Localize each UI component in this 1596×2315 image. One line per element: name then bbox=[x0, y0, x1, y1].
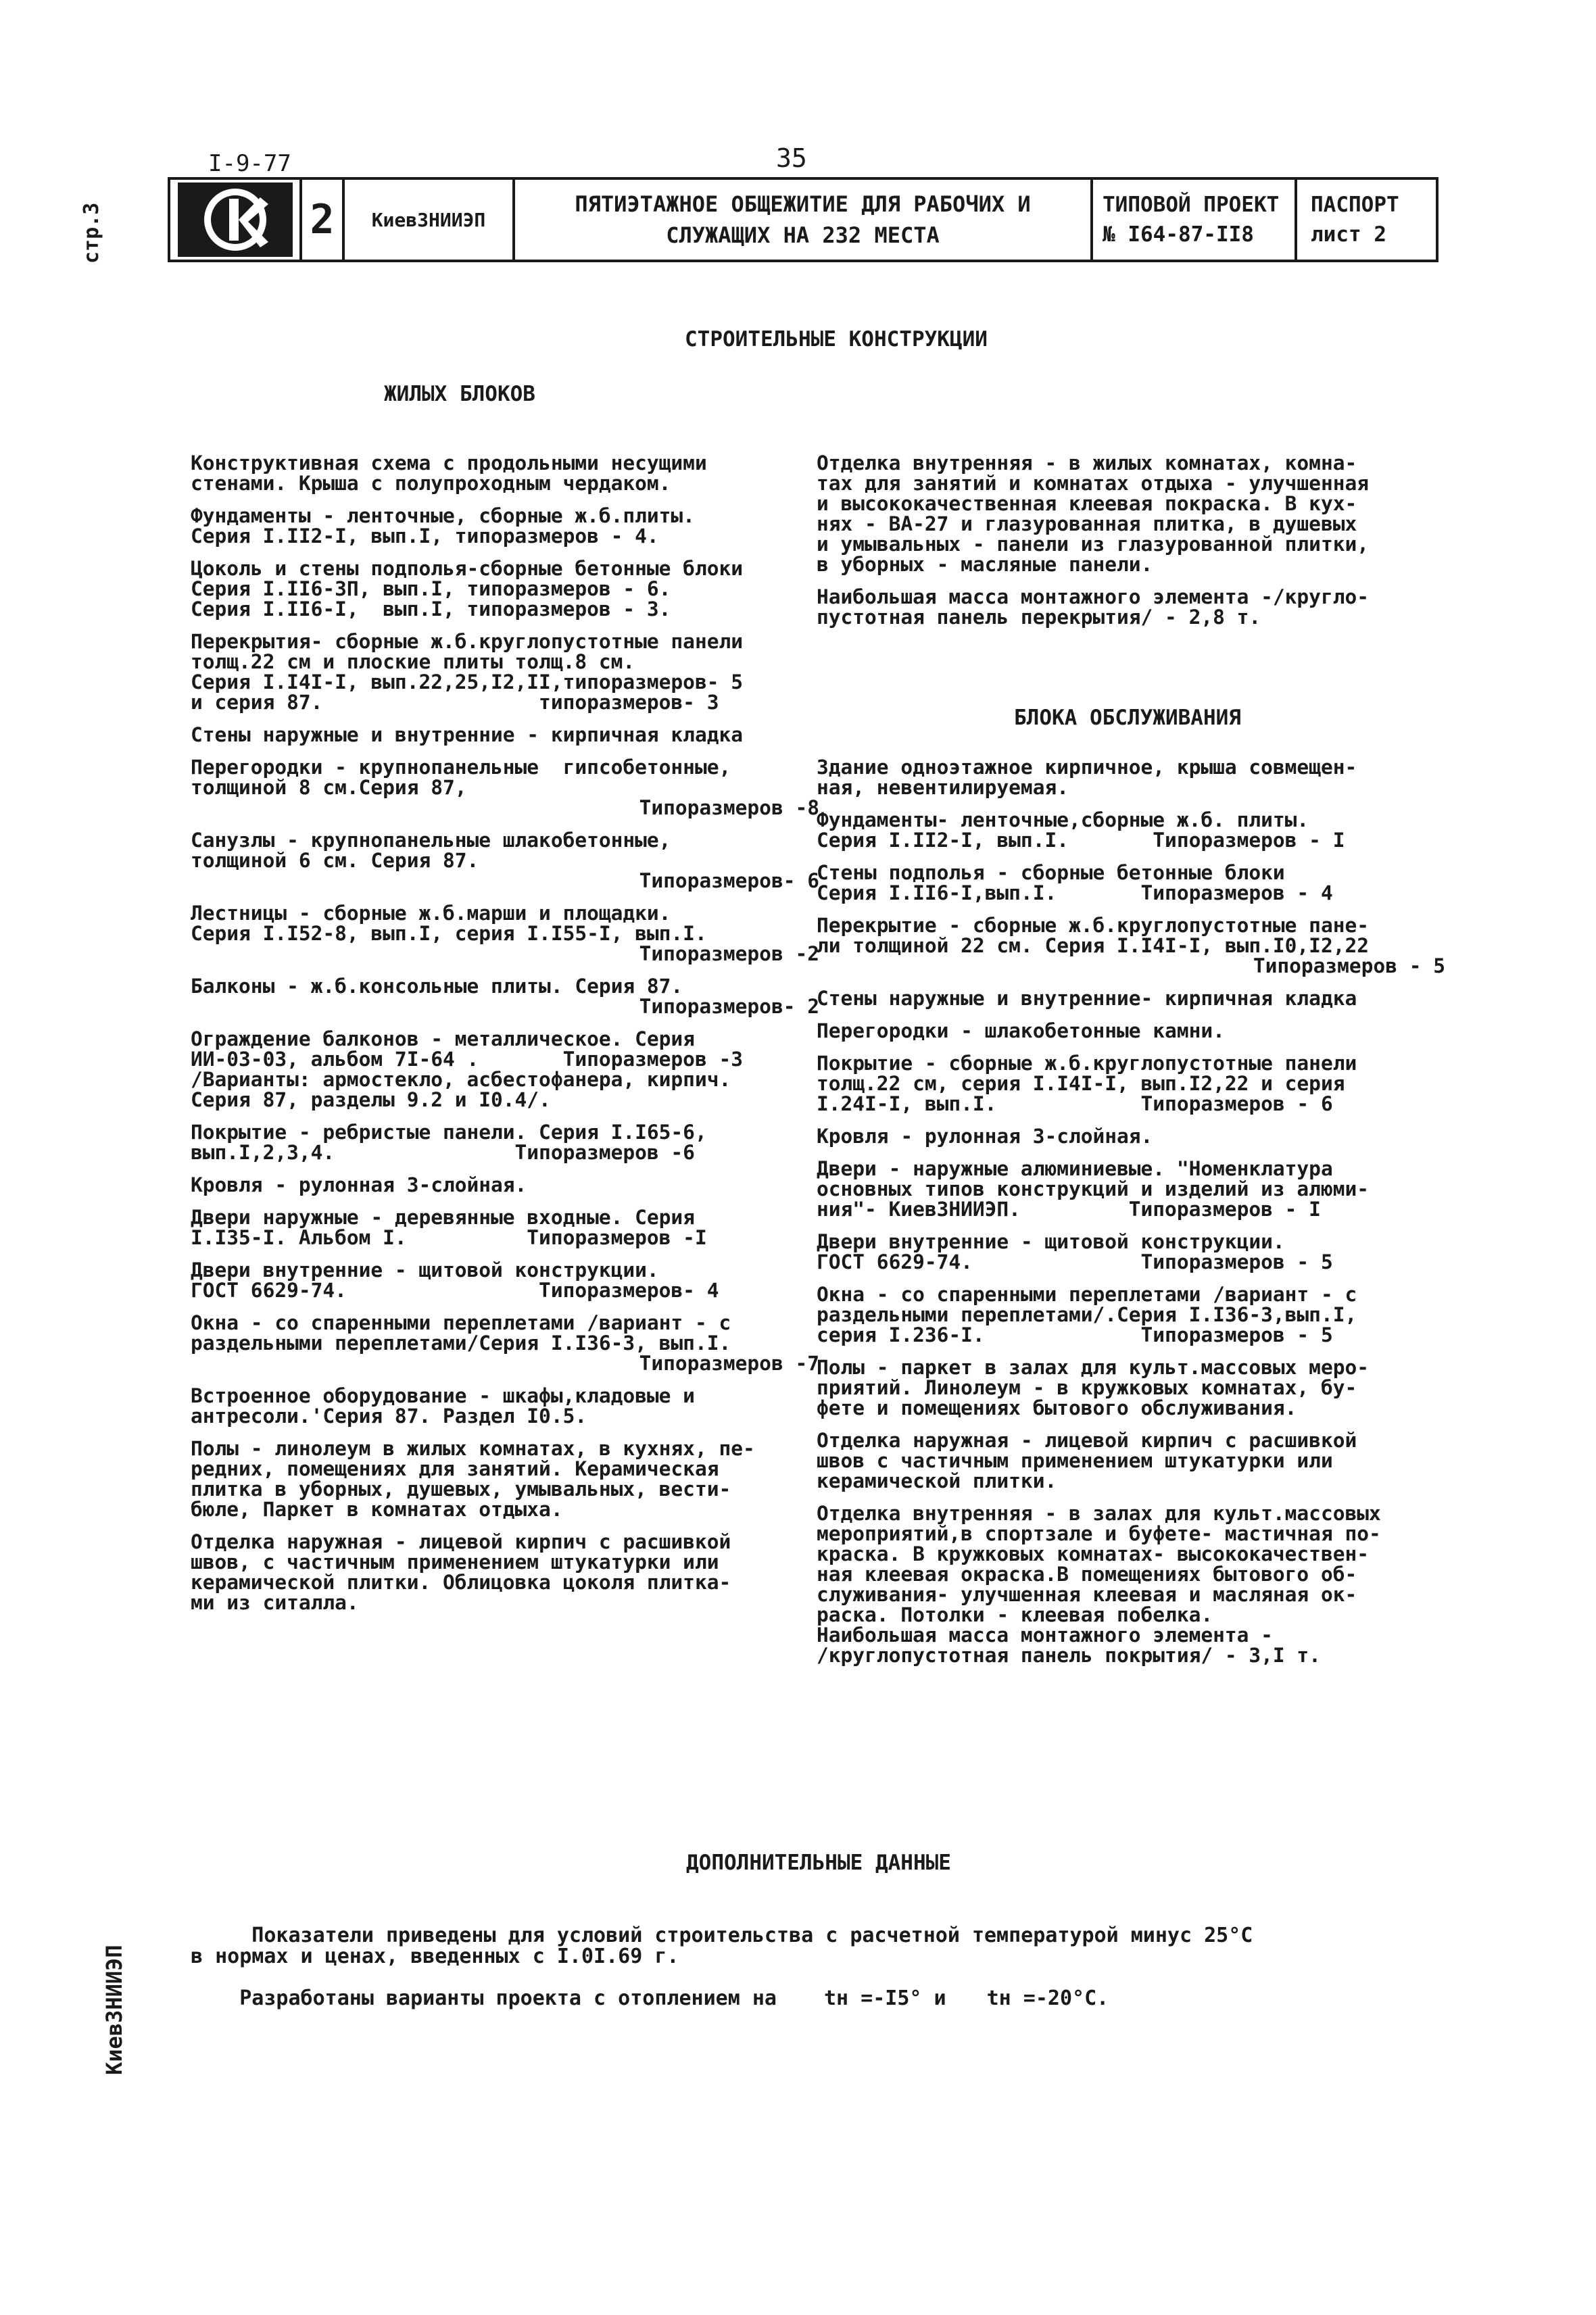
paragraph-line: Серия I.II2-I, вып.I. Типоразмеров - I bbox=[817, 829, 1345, 852]
paragraph bbox=[191, 1260, 819, 1300]
paragraph bbox=[817, 1232, 1445, 1272]
paragraph-line: мероприятий,в спортзале и буфете- мастичная по- bbox=[817, 1522, 1381, 1545]
paragraph-line: Серия I.I4I-I, вып.22,25,I2,II,типоразмеров- 5 bbox=[191, 671, 743, 693]
paragraph-line: и серия 87. типоразмеров- 3 bbox=[191, 691, 719, 714]
type-size-count: Типоразмеров -7 bbox=[639, 1352, 819, 1375]
paragraph bbox=[191, 757, 819, 818]
paragraph-line: основных типов конструкций и изделий из алюми- bbox=[817, 1177, 1369, 1200]
paragraph-line: /Варианты: армостекло, асбестофанера, кирпич. bbox=[191, 1068, 731, 1091]
paragraph-line: и высококачественная клеевая покраска. В кух- bbox=[817, 492, 1357, 515]
additional-data bbox=[191, 1925, 1448, 2030]
paragraph-line: Ограждение балконов - металлическое. Серия bbox=[191, 1027, 695, 1050]
additional-line-1: Показатели приведены для условий строительства с расчетной температурой минус 25°С bbox=[191, 1924, 1253, 1947]
paragraph-line: Стены наружные и внутренние- кирпичная кладка bbox=[817, 987, 1357, 1010]
paragraph-line: /круглопустотная панель покрытия/ - 3,I т. bbox=[817, 1644, 1321, 1667]
paragraph-line: раздельными переплетами/.Серия I.I36-3,вып.I, bbox=[817, 1303, 1357, 1326]
project-title-line-1: ПЯТИЭТАЖНОЕ ОБЩЕЖИТИЕ ДЛЯ РАБОЧИХ И bbox=[575, 191, 1031, 217]
paragraph-line: Серия I.II2-I, вып.I, типоразмеров - 4. bbox=[191, 525, 659, 547]
paragraph bbox=[191, 830, 819, 891]
margin-organization-label: КиевЗНИИЭП bbox=[101, 1945, 127, 2075]
paragraph bbox=[191, 506, 819, 546]
paragraph-line: антресоли.'Серия 87. Раздел I0.5. bbox=[191, 1405, 587, 1428]
paragraph-line: Перегородки - шлакобетонные камни. bbox=[817, 1019, 1225, 1042]
paragraph-line: толщиной 6 см. Серия 87. bbox=[191, 849, 479, 872]
paragraph-line: приятий. Линолеум - в кружковых комнатах, бу- bbox=[817, 1376, 1357, 1399]
paragraph bbox=[817, 915, 1445, 976]
paragraph-line: Окна - со спаренными переплетами /вариант - с bbox=[191, 1311, 731, 1334]
paragraph bbox=[191, 1313, 819, 1373]
paragraph-line: вып.I,2,3,4. Типоразмеров -6 bbox=[191, 1141, 695, 1164]
paragraph bbox=[191, 631, 819, 712]
additional-line-2: в нормах и ценах, введенных с I.0I.69 г. bbox=[191, 1945, 679, 1968]
paragraph-line: раска. Потолки - клеевая побелка. bbox=[817, 1603, 1213, 1626]
paragraph bbox=[817, 862, 1445, 903]
paragraph-line: Здание одноэтажное кирпичное, крыша совмещен- bbox=[817, 756, 1357, 779]
project-label: ТИПОВОЙ ПРОЕКТ bbox=[1103, 193, 1280, 217]
paragraph bbox=[817, 1503, 1445, 1665]
paragraph-line: служивания- улучшенная клеевая и масляная ок- bbox=[817, 1583, 1357, 1606]
paragraph bbox=[191, 1029, 819, 1110]
paragraph-line: нях - ВА-27 и глазурованная плитка, в душевых bbox=[817, 512, 1357, 535]
paragraph-line: керамической плитки. bbox=[817, 1469, 1057, 1492]
paragraph-line: толщ.22 см и плоские плиты толщ.8 см. bbox=[191, 650, 635, 673]
paragraph-line: толщиной 8 см.Серия 87, bbox=[191, 776, 467, 799]
paragraph-line: Двери внутренние - щитовой конструкции. bbox=[191, 1259, 659, 1282]
sheet-label: лист 2 bbox=[1311, 222, 1386, 247]
paragraph-line: Двери - наружные алюминиевые. "Номенклатура bbox=[817, 1157, 1333, 1180]
paragraph-line: Балконы - ж.б.консольные плиты. Серия 87. bbox=[191, 975, 683, 998]
paragraph-line: толщ.22 см, серия I.I4I-I, вып.I2,22 и серия bbox=[817, 1072, 1345, 1095]
paragraph-line: Лестницы - сборные ж.б.марши и площадки. bbox=[191, 902, 671, 925]
paragraph-line: Двери внутренние - щитовой конструкции. bbox=[817, 1230, 1285, 1253]
paragraph-line: Отделка внутренняя - в жилых комнатах, комна- bbox=[817, 452, 1357, 474]
paragraph-line: ная клеевая окраска.В помещениях бытового об- bbox=[817, 1563, 1357, 1586]
type-size-count: Типоразмеров -8 bbox=[639, 796, 819, 819]
paragraph-line: стенами. Крыша с полупроходным чердаком. bbox=[191, 472, 671, 495]
paragraph-line: Конструктивная схема с продольными несущими bbox=[191, 452, 707, 474]
paragraph-line: тах для занятий и комнатах отдыха - улучшенная bbox=[817, 472, 1369, 495]
paragraph-line: раздельными переплетами/Серия I.I36-3, вып.I. bbox=[191, 1332, 731, 1355]
paragraph-line: Серия I.II6-I, вып.I, типоразмеров - 3. bbox=[191, 598, 671, 620]
title-block bbox=[168, 177, 1438, 262]
temperature-2: tн =-20°С. bbox=[986, 1987, 1109, 2010]
margin-page-label: стр.3 bbox=[80, 202, 103, 264]
paragraph bbox=[191, 1207, 819, 1248]
paragraph-line: плитка в уборных, душевых, умывальных, вести- bbox=[191, 1478, 731, 1501]
paragraph-line: Покрытие - ребристые панели. Серия I.I65-6, bbox=[191, 1121, 707, 1144]
right-column-top bbox=[817, 453, 1445, 639]
right-column-service bbox=[817, 757, 1445, 1678]
paragraph-line: Окна - со спаренными переплетами /вариант - с bbox=[817, 1283, 1357, 1306]
additional-line-3 bbox=[191, 1967, 1448, 2030]
paragraph-line: Отделка наружная - лицевой кирпич с расшивкой bbox=[191, 1530, 731, 1553]
paragraph-line: Встроенное оборудование - шкафы,кладовые и bbox=[191, 1384, 695, 1407]
paragraph-line: Фундаменты - ленточные, сборные ж.б.плиты. bbox=[191, 504, 695, 527]
paragraph-line: I.I35-I. Альбом I. Типоразмеров -I bbox=[191, 1226, 707, 1249]
temperature-1: tн =-I5° и bbox=[823, 1987, 946, 2010]
passport-label: ПАСПОРТ bbox=[1311, 193, 1399, 217]
paragraph bbox=[817, 810, 1445, 850]
paragraph-line: Санузлы - крупнопанельные шлакобетонные, bbox=[191, 829, 671, 852]
paragraph-line: Серия I.II6-I,вып.I. Типоразмеров - 4 bbox=[817, 881, 1333, 904]
type-size-count: Типоразмеров- 6 bbox=[639, 869, 819, 892]
paragraph bbox=[191, 903, 819, 964]
paragraph-line: в уборных - масляные панели. bbox=[817, 553, 1153, 576]
paragraph bbox=[191, 725, 819, 745]
paragraph-line: ния"- КиевЗНИИЭП. Типоразмеров - I bbox=[817, 1198, 1321, 1221]
paragraph bbox=[191, 1175, 819, 1195]
project-number: № I64-87-II8 bbox=[1103, 222, 1254, 247]
paragraph-line: Стены наружные и внутренние - кирпичная кладка bbox=[191, 723, 743, 746]
paragraph-line: редних, помещениях для занятий. Керамическая bbox=[191, 1457, 719, 1480]
paragraph-line: I.24I-I, вып.I. Типоразмеров - 6 bbox=[817, 1092, 1333, 1115]
logo-cell bbox=[170, 180, 302, 260]
organization-logo-icon bbox=[178, 182, 293, 257]
heading-main: СТРОИТЕЛЬНЫЕ КОНСТРУКЦИИ bbox=[685, 327, 988, 351]
paragraph-line: ная, невентилируемая. bbox=[817, 776, 1069, 799]
heading-service: БЛОКА ОБСЛУЖИВАНИЯ bbox=[1014, 706, 1241, 730]
paragraph bbox=[191, 976, 819, 1017]
paragraph bbox=[191, 453, 819, 493]
paragraph-line: Перегородки - крупнопанельные гипсобетонные, bbox=[191, 756, 731, 779]
paragraph bbox=[191, 1532, 819, 1613]
left-column bbox=[191, 453, 819, 1625]
page-number: 35 bbox=[776, 143, 807, 173]
paragraph-line: Перекрытие - сборные ж.б.круглопустотные пане- bbox=[817, 914, 1369, 937]
paragraph-line: швов с частичным применением штукатурки или bbox=[817, 1449, 1333, 1472]
paragraph bbox=[191, 1386, 819, 1426]
type-size-count: Типоразмеров - 5 bbox=[1253, 954, 1445, 977]
paragraph-line: керамической плитки. Облицовка цоколя плитка- bbox=[191, 1571, 731, 1594]
type-size-count: Типоразмеров- 2 bbox=[639, 995, 819, 1018]
paragraph bbox=[191, 1438, 819, 1519]
project-title bbox=[515, 180, 1093, 260]
paragraph bbox=[817, 1284, 1445, 1345]
organization-name: КиевЗНИИЭП bbox=[345, 180, 515, 260]
paragraph-line: Двери наружные - деревянные входные. Серия bbox=[191, 1206, 695, 1229]
paragraph bbox=[817, 1430, 1445, 1491]
paragraph-line: и умывальных - панели из глазурованной плитки, bbox=[817, 533, 1369, 556]
paragraph bbox=[817, 1021, 1445, 1041]
paragraph-line: Перекрытия- сборные ж.б.круглопустотные панели bbox=[191, 630, 743, 653]
paragraph-line: Серия I.I52-8, вып.I, серия I.I55-I, вып.I. bbox=[191, 922, 707, 945]
paragraph bbox=[191, 558, 819, 619]
paragraph-line: серия I.236-I. Типоразмеров - 5 bbox=[817, 1323, 1333, 1346]
project-number-cell bbox=[1093, 180, 1297, 260]
paragraph bbox=[817, 1159, 1445, 1219]
paragraph-line: Покрытие - сборные ж.б.круглопустотные панели bbox=[817, 1052, 1357, 1075]
paragraph bbox=[817, 988, 1445, 1008]
paragraph-line: Фундаменты- ленточные,сборные ж.б. плиты. bbox=[817, 808, 1309, 831]
paragraph bbox=[817, 587, 1445, 627]
paragraph-line: Полы - паркет в залах для культ.массовых меро- bbox=[817, 1356, 1369, 1379]
paragraph-line: Отделка внутренняя - в залах для культ.массовых bbox=[817, 1502, 1381, 1525]
paragraph-line: ми из ситалла. bbox=[191, 1591, 359, 1614]
paragraph-line: ли толщиной 22 см. Серия I.I4I-I, вып.I0,I2,22 bbox=[817, 934, 1369, 957]
paragraph-line: Наибольшая масса монтажного элемента - bbox=[817, 1624, 1273, 1647]
passport-cell bbox=[1297, 180, 1436, 260]
paragraph-line: швов, с частичным применением штукатурки или bbox=[191, 1551, 719, 1574]
paragraph bbox=[817, 1053, 1445, 1114]
heading-residential: ЖИЛЫХ БЛОКОВ bbox=[384, 382, 535, 406]
paragraph bbox=[191, 1122, 819, 1163]
paragraph bbox=[817, 453, 1445, 575]
project-title-line-2: СЛУЖАЩИХ НА 232 МЕСТА bbox=[666, 222, 940, 248]
paragraph-line: фете и помещениях бытового обслуживания. bbox=[817, 1396, 1297, 1419]
paragraph-line: Серия 87, разделы 9.2 и I0.4/. bbox=[191, 1088, 551, 1111]
paragraph-line: ГОСТ 6629-74. Типоразмеров- 4 bbox=[191, 1279, 719, 1302]
heading-additional: ДОПОЛНИТЕЛЬНЫЕ ДАННЫЕ bbox=[686, 1851, 951, 1875]
type-size-count: Типоразмеров -2 bbox=[639, 942, 819, 965]
paragraph-line: Стены подполья - сборные бетонные блоки bbox=[817, 861, 1285, 884]
paragraph bbox=[817, 1357, 1445, 1418]
paragraph-line: Цоколь и стены подполья-сборные бетонные блоки bbox=[191, 557, 743, 580]
paragraph-line: Кровля - рулонная 3-слойная. bbox=[817, 1125, 1153, 1148]
paragraph-line: Наибольшая масса монтажного элемента -/кругло- bbox=[817, 585, 1369, 608]
document-code: I-9-77 bbox=[208, 150, 291, 177]
paragraph-line: Кровля - рулонная 3-слойная. bbox=[191, 1173, 527, 1196]
paragraph-line: краска. В кружковых комнатах- высококачествен- bbox=[817, 1542, 1369, 1565]
paragraph-line: ГОСТ 6629-74. Типоразмеров - 5 bbox=[817, 1250, 1333, 1273]
paragraph-line: бюле, Паркет в комнатах отдыха. bbox=[191, 1498, 563, 1521]
additional-line-3-text: Разработаны варианты проекта с отоплением на bbox=[239, 1987, 777, 2010]
paragraph-line: пустотная панель перекрытия/ - 2,8 т. bbox=[817, 606, 1261, 629]
paragraph bbox=[817, 757, 1445, 798]
paragraph bbox=[817, 1126, 1445, 1146]
paragraph-line: ИИ-03-03, альбом 7I-64 . Типоразмеров -3 bbox=[191, 1048, 743, 1071]
paragraph-line: Полы - линолеум в жилых комнатах, в кухнях, пе- bbox=[191, 1437, 755, 1460]
paragraph-line: Отделка наружная - лицевой кирпич с расшивкой bbox=[817, 1429, 1357, 1452]
stamp-number: 2 bbox=[302, 180, 345, 260]
paragraph-line: Серия I.II6-3П, вып.I, типоразмеров - 6. bbox=[191, 577, 671, 600]
